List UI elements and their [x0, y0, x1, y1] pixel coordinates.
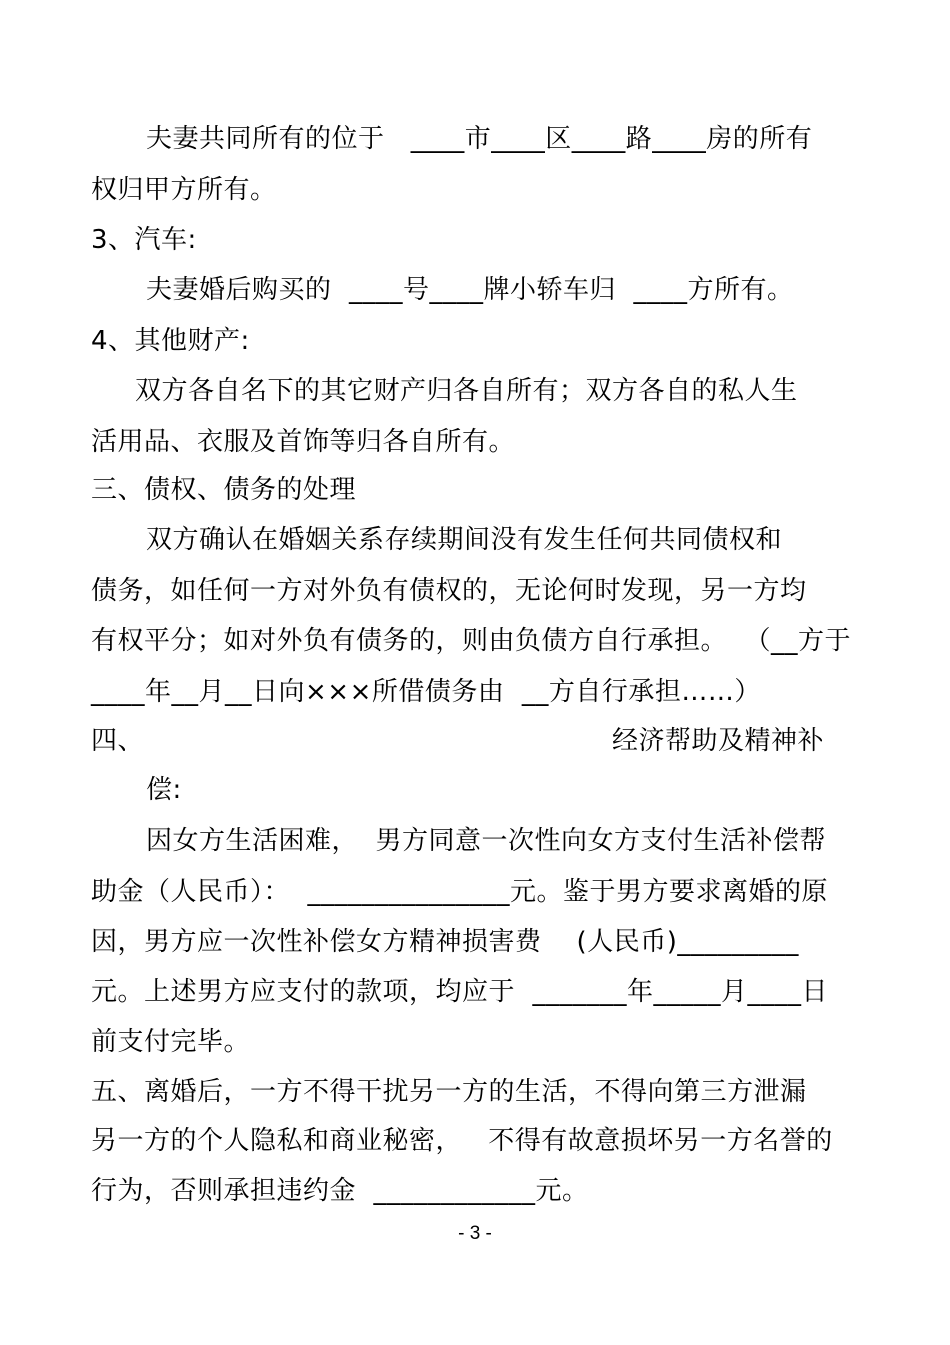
text-line: 有权平分；如对外负有债务的，则由负债方自行承担。 （__方于	[91, 626, 852, 656]
section-heading: 三、债权、债务的处理	[91, 475, 357, 505]
section-heading: 4、其他财产:	[91, 326, 250, 356]
section-heading: 四、	[91, 726, 145, 756]
text-line: 助金（人民币）： _______________元。鉴于男方要求离婚的原	[91, 877, 829, 907]
section-heading: 3、汽车:	[91, 225, 197, 255]
section-heading: 经济帮助及精神补	[612, 726, 825, 756]
text-line: 元。上述男方应支付的款项，均应于 _______年_____月____日	[91, 977, 829, 1007]
text-line: 夫妻共同所有的位于 ____市____区____路____房的所有	[146, 124, 813, 154]
text-line: 另一方的个人隐私和商业秘密， 不得有故意损坏另一方名誉的	[91, 1126, 833, 1156]
text-line: 双方各自名下的其它财产归各自所有；双方各自的私人生	[135, 376, 798, 406]
text-line: 活用品、衣服及首饰等归各自所有。	[91, 427, 516, 457]
text-line: 债务，如任何一方对外负有债权的，无论何时发现，另一方均	[91, 576, 807, 606]
section-heading: 偿:	[146, 775, 182, 805]
page-number: - 3 -	[458, 1223, 492, 1244]
section-heading: 五、离婚后，一方不得干扰另一方的生活，不得向第三方泄漏	[91, 1077, 807, 1107]
text-line: 因女方生活困难， 男方同意一次性向女方支付生活补偿帮	[146, 826, 827, 856]
text-line: 双方确认在婚姻关系存续期间没有发生任何共同债权和	[146, 525, 783, 555]
text-line: ____年__月__日向×××所借债务由 __方自行承担……）	[91, 677, 761, 707]
text-line: 前支付完毕。	[91, 1027, 251, 1057]
text-line: 行为，否则承担违约金 ____________元。	[91, 1176, 589, 1206]
text-line: 夫妻婚后购买的 ____号____牌小轿车归 ____方所有。	[146, 275, 794, 305]
text-line: 因，男方应一次性补偿女方精神损害费 (人民币)_________	[91, 927, 799, 957]
text-line: 权归甲方所有。	[91, 175, 277, 205]
